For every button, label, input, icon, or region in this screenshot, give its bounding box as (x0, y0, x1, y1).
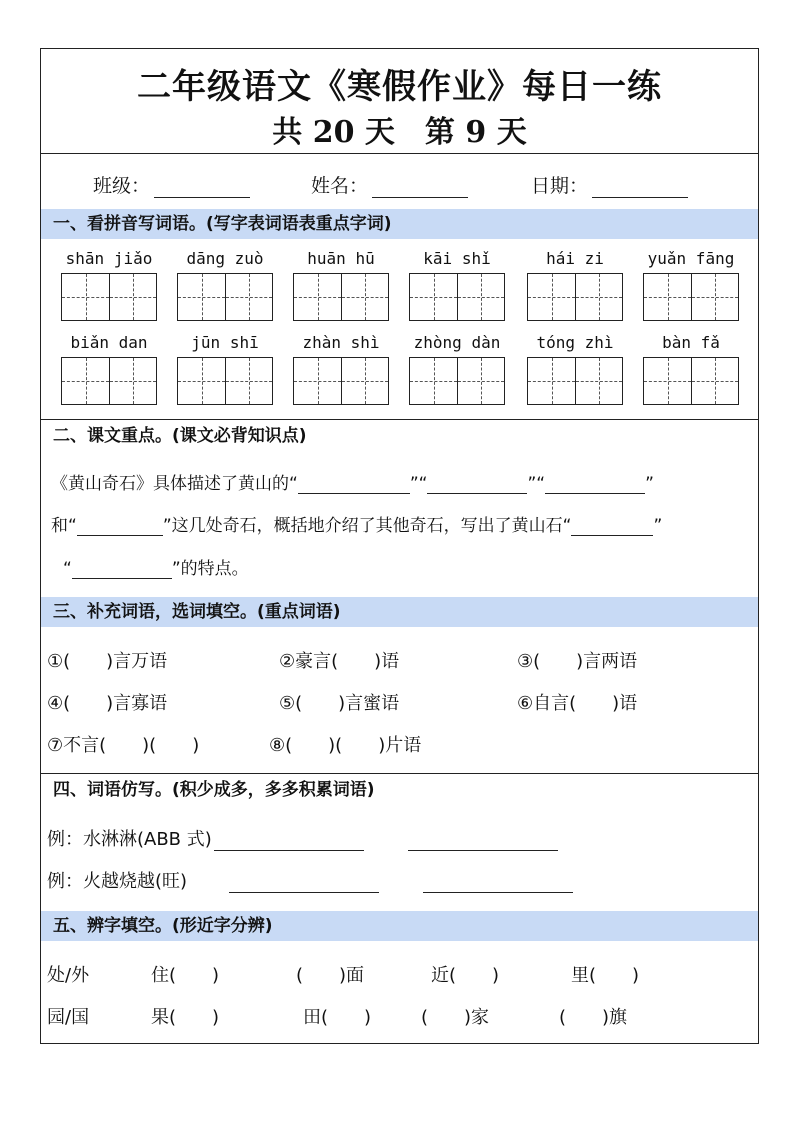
pinyin-label: tóng zhì (536, 333, 614, 352)
sentence-text: 这几处奇石，概括地介绍了其他奇石，写出了黄山石 (171, 516, 563, 536)
tianzige-cell[interactable] (528, 274, 575, 320)
section5-heading: 五、辨字填空。(形近字分辨) (41, 911, 758, 941)
answer-blank[interactable] (214, 832, 364, 851)
class-field (93, 171, 250, 198)
writing-grid[interactable] (527, 357, 623, 405)
name-field (311, 171, 468, 198)
quote: ” (645, 474, 654, 494)
example-text: 例：火越烧越(旺) (47, 871, 188, 892)
section1-heading: 一、看拼音写词语。(写字表词语表重点字词) (41, 209, 758, 239)
fill-item[interactable]: 田( ) (303, 1007, 372, 1028)
writing-grid[interactable] (61, 273, 157, 321)
tianzige-cell[interactable] (178, 358, 225, 404)
quote: ” (527, 474, 537, 494)
pinyin-label: shān jiǎo (65, 249, 153, 268)
fill-item[interactable]: ( )家 (421, 1007, 490, 1028)
writing-grid[interactable] (409, 357, 505, 405)
section2-heading: 二、课文重点。(课文必背知识点) (41, 421, 758, 451)
pinyin-label: zhàn shì (302, 333, 380, 352)
answer-blank[interactable] (72, 560, 172, 579)
answer-blank[interactable] (545, 475, 645, 494)
writing-grid[interactable] (177, 273, 273, 321)
section4-heading: 四、词语仿写。(积少成多，多多积累词语) (41, 775, 758, 805)
tianzige-cell[interactable] (691, 274, 738, 320)
tianzige-cell[interactable] (341, 358, 388, 404)
quote: “ (418, 474, 428, 494)
quote: ” (409, 474, 419, 494)
pinyin-label: huān hū (307, 249, 375, 268)
fill-item[interactable]: ( )面 (296, 965, 365, 986)
pinyin-label: zhòng dàn (413, 333, 501, 352)
answer-blank[interactable] (423, 874, 573, 893)
fill-item[interactable]: 近( ) (431, 965, 500, 986)
tianzige-cell[interactable] (294, 274, 341, 320)
date-blank[interactable] (592, 177, 688, 198)
tianzige-cell[interactable] (225, 358, 272, 404)
answer-blank[interactable] (77, 517, 163, 536)
fill-item[interactable]: ( )旗 (559, 1007, 628, 1028)
sentence-text: 《黄山奇石》具体描述了黄山的 (51, 474, 289, 494)
tianzige-cell[interactable] (410, 358, 457, 404)
answer-blank[interactable] (229, 874, 379, 893)
pinyin-label: hái zi (546, 249, 604, 268)
quote: “ (289, 474, 298, 494)
tianzige-cell[interactable] (575, 274, 622, 320)
section2-line1 (51, 469, 654, 494)
pinyin-label: biǎn dan (70, 333, 148, 352)
day-counter: 共 20 天 第 9 天 (272, 115, 527, 150)
fill-item[interactable]: ④( )言寡语 (47, 693, 168, 714)
writing-grid[interactable] (643, 273, 739, 321)
writing-grid[interactable] (409, 273, 505, 321)
tianzige-cell[interactable] (644, 274, 691, 320)
fill-item[interactable]: 里( ) (571, 965, 640, 986)
example-row (47, 867, 573, 893)
answer-blank[interactable] (427, 475, 527, 494)
quote: “ (63, 559, 72, 579)
tianzige-cell[interactable] (457, 274, 504, 320)
tianzige-cell[interactable] (62, 358, 109, 404)
pinyin-label: dāng zuò (186, 249, 264, 268)
worksheet-title: 二年级语文《寒假作业》每日一练 (137, 67, 662, 107)
quote: ” (653, 516, 663, 536)
fill-item[interactable]: 果( ) (151, 1007, 220, 1028)
fill-item[interactable]: ⑦不言( )( ) (47, 735, 200, 756)
writing-grid[interactable] (643, 357, 739, 405)
date-field (531, 171, 688, 198)
writing-grid[interactable] (293, 357, 389, 405)
tianzige-cell[interactable] (109, 358, 156, 404)
answer-blank[interactable] (298, 475, 410, 494)
tianzige-cell[interactable] (691, 358, 738, 404)
char-pair-label: 处/外 (47, 965, 90, 986)
example-row (47, 825, 558, 851)
fill-item[interactable]: ①( )言万语 (47, 651, 168, 672)
char-pair-label: 园/国 (47, 1007, 90, 1028)
section3-heading: 三、补充词语，选词填空。(重点词语) (41, 597, 758, 627)
fill-item[interactable]: ⑤( )言蜜语 (279, 693, 400, 714)
writing-grid[interactable] (61, 357, 157, 405)
fill-item[interactable]: ⑥自言( )语 (517, 693, 638, 714)
pinyin-label: yuǎn fāng (647, 249, 735, 268)
answer-blank[interactable] (571, 517, 653, 536)
class-blank[interactable] (154, 177, 250, 198)
section2-line2 (51, 511, 662, 536)
quote: “ (536, 474, 546, 494)
tianzige-cell[interactable] (644, 358, 691, 404)
quote: “ (562, 516, 572, 536)
tianzige-cell[interactable] (109, 274, 156, 320)
divider (41, 773, 758, 774)
divider (41, 153, 758, 154)
quote: ” (171, 559, 181, 579)
tianzige-cell[interactable] (457, 358, 504, 404)
name-label: 姓名： (311, 175, 369, 197)
pinyin-label: jūn shī (191, 333, 259, 352)
sentence-text: 的特点。 (180, 559, 249, 579)
tianzige-cell[interactable] (410, 274, 457, 320)
tianzige-cell[interactable] (341, 274, 388, 320)
tianzige-cell[interactable] (225, 274, 272, 320)
quote: “ (68, 516, 77, 536)
writing-grid[interactable] (527, 273, 623, 321)
tianzige-cell[interactable] (62, 274, 109, 320)
tianzige-cell[interactable] (178, 274, 225, 320)
quote: ” (162, 516, 172, 536)
tianzige-cell[interactable] (528, 358, 575, 404)
tianzige-cell[interactable] (575, 358, 622, 404)
pinyin-label: bàn fǎ (662, 333, 720, 352)
writing-grid[interactable] (293, 273, 389, 321)
student-info-row (41, 171, 758, 209)
fill-item[interactable]: ⑧( )( )片语 (269, 735, 422, 756)
class-label: 班级： (93, 175, 151, 197)
fill-item[interactable]: 住( ) (151, 965, 220, 986)
name-blank[interactable] (372, 177, 468, 198)
tianzige-cell[interactable] (294, 358, 341, 404)
date-label: 日期： (531, 175, 589, 197)
answer-blank[interactable] (408, 832, 558, 851)
example-text: 例：水淋淋(ABB 式) (47, 829, 212, 850)
pinyin-label: kāi shǐ (423, 249, 491, 268)
writing-grid[interactable] (177, 357, 273, 405)
worksheet (40, 48, 759, 1044)
fill-item[interactable]: ②豪言( )语 (279, 651, 400, 672)
sentence-text: 和 (51, 516, 68, 536)
divider (41, 419, 758, 420)
section2-line3 (63, 554, 249, 579)
fill-item[interactable]: ③( )言两语 (517, 651, 638, 672)
